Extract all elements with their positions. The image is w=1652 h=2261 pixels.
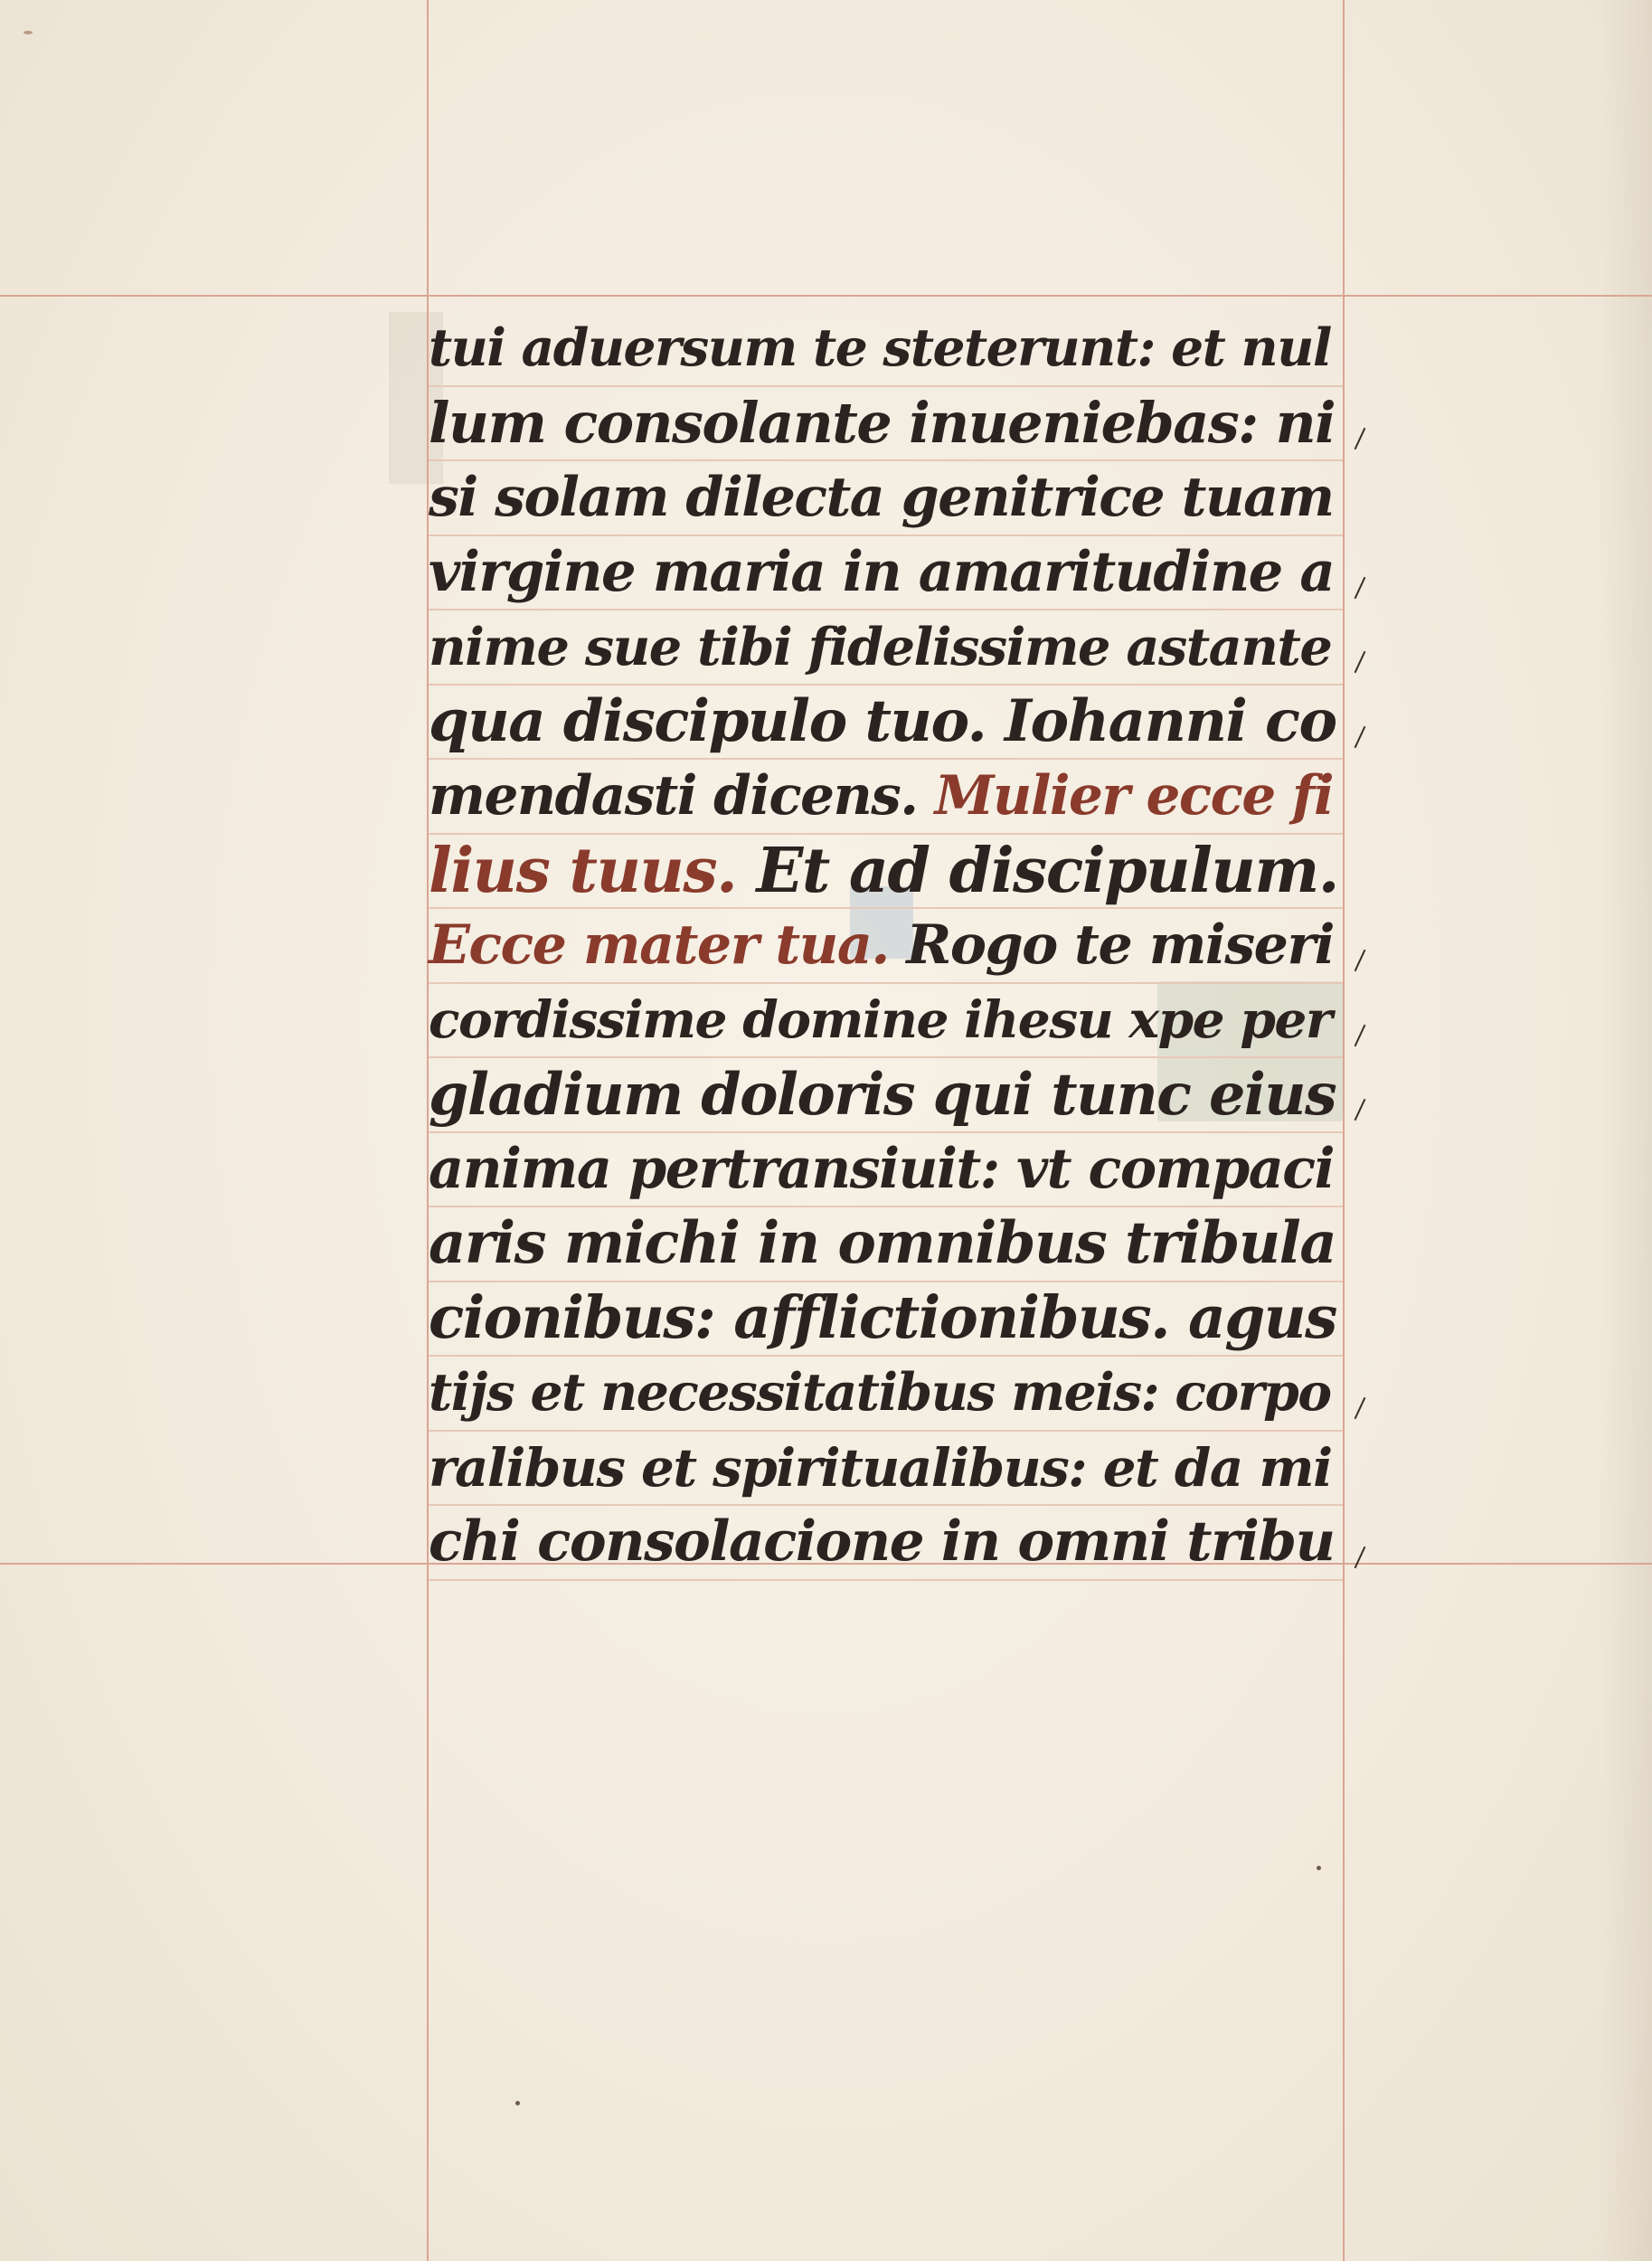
- body-text: lum consolante inueniebas: ni: [429, 389, 1336, 456]
- line-filler-stroke: [1355, 1397, 1366, 1419]
- text-line: [429, 1432, 1343, 1507]
- body-text: tui aduersum te steterunt: et nul: [429, 318, 1331, 378]
- body-text: nime sue tibi fidelissime astante: [429, 616, 1332, 677]
- text-line: [429, 461, 1343, 536]
- body-text: gladium doloris qui tunc eius: [429, 1060, 1336, 1128]
- body-text: chi consolacione in omni tribu: [429, 1509, 1335, 1574]
- body-text: mendasti dicens.: [429, 764, 935, 828]
- body-text: qua discipulo tuo. Iohanni co: [429, 686, 1336, 755]
- text-line: [429, 835, 1343, 910]
- ruling-top-margin: [0, 295, 1652, 297]
- parchment-speck: [515, 2101, 520, 2105]
- text-line: [429, 536, 1343, 611]
- text-line: [429, 909, 1343, 984]
- text-line: [429, 686, 1343, 761]
- body-text: anima pertransiuit: vt compaci: [429, 1136, 1335, 1201]
- line-filler-stroke: [1355, 576, 1366, 598]
- body-text: si solam dilecta genitrice tuam: [429, 466, 1334, 529]
- body-text: ralibus et spiritualibus: et da mi: [429, 1436, 1332, 1499]
- body-text: Rogo te miseri: [906, 913, 1335, 977]
- rubric-text: Ecce mater tua.: [429, 913, 907, 977]
- body-text: Et ad discipulum.: [756, 834, 1338, 907]
- line-filler-stroke: [1355, 725, 1366, 747]
- body-text: cionibus: afflictionibus. agus: [429, 1283, 1336, 1352]
- body-text: tijs et necessitatibus meis: corpo: [429, 1363, 1331, 1423]
- body-text: cordissime domine ihesu xpe per: [429, 989, 1332, 1050]
- line-filler-stroke: [1355, 1024, 1366, 1045]
- line-filler-stroke: [1355, 950, 1366, 971]
- rubric-text: Mulier ecce fi: [934, 764, 1334, 828]
- text-line: [429, 312, 1343, 387]
- text-line: [429, 1058, 1343, 1133]
- line-filler-stroke: [1355, 651, 1366, 673]
- line-filler-stroke: [1355, 1099, 1366, 1121]
- text-line: [429, 1133, 1343, 1208]
- text-line: [429, 1207, 1343, 1282]
- parchment-speck: [1317, 1866, 1321, 1870]
- ruling-right-margin: [1343, 0, 1345, 2261]
- parchment-speck: [24, 31, 33, 34]
- text-block: [429, 312, 1343, 1581]
- body-text: virgine maria in amaritudine a: [429, 539, 1335, 604]
- text-line: [429, 1357, 1343, 1432]
- rubric-text: lius tuus.: [429, 834, 757, 907]
- text-line: [429, 1282, 1343, 1358]
- line-filler-stroke: [1355, 427, 1366, 449]
- text-line: [429, 984, 1343, 1059]
- text-line: [429, 610, 1343, 686]
- body-text: aris michi in omnibus tribula: [429, 1209, 1336, 1277]
- text-line: [429, 1506, 1343, 1581]
- text-line: [429, 387, 1343, 462]
- line-filler-stroke: [1355, 1547, 1366, 1568]
- page-edge-shadow: [1598, 0, 1652, 2261]
- text-line: [429, 760, 1343, 835]
